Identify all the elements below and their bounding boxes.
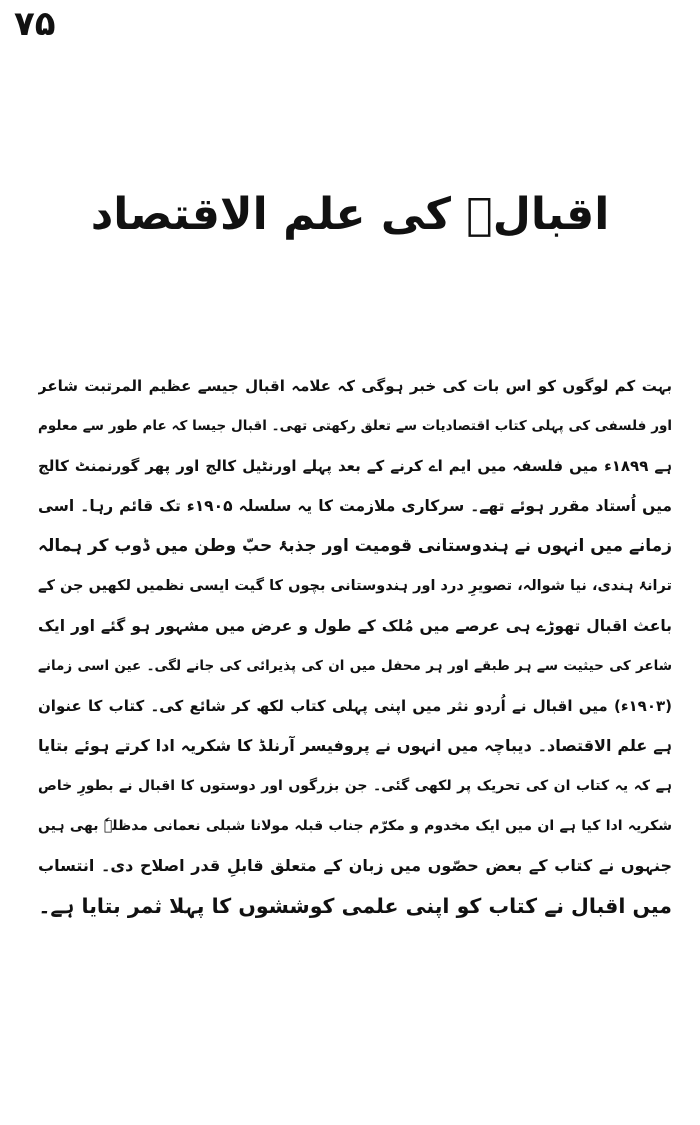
chapter-title: اقبالؒ کی علم الاقتصاد	[90, 189, 610, 240]
text-line: شاعر کی حیثیت سے ہر طبقے اور ہر محفل میں ان کی پذیرائی کی جانے لگی۔ عین اسی زمانے	[38, 658, 672, 674]
text-line: شکریہ ادا کیا ہے ان میں ایک مخدوم و مکرّم جناب قبلہ مولانا شبلی نعمانی مدظلہٗ بھی ہیں	[38, 818, 672, 834]
text-line: اور فلسفی کی پہلی کتاب اقتصادیات سے تعلق رکھتی تھی۔ اقبال جیسا کہ عام طور سے معلوم	[38, 418, 672, 434]
text-line: ہے ۱۸۹۹ء میں فلسفہ میں ایم اے کرنے کے بعد پہلے اورنٹیل کالج اور پھر گورنمنٹ کالج	[38, 457, 672, 475]
text-line: ترانۂ ہندی، نیا شوالہ، تصویرِ درد اور ہندوستانی بچوں کا گیت ایسی نظمیں لکھیں جن کے	[38, 578, 672, 594]
text-line: میں اُستاد مقرر ہوئے تھے۔ سرکاری ملازمت کا یہ سلسلہ ۱۹۰۵ء تک قائم رہا۔ اسی	[38, 497, 672, 515]
text-line: (۱۹۰۳ء) میں اقبال نے اُردو نثر میں اپنی پہلی کتاب لکھ کر شائع کی۔ کتاب کا عنوان	[38, 697, 672, 715]
text-line: ہے علم الاقتصاد۔ دیباچہ میں انہوں نے پروفیسر آرنلڈ کا شکریہ ادا کرتے ہوئے بتایا	[38, 736, 672, 755]
text-line: میں اقبال نے کتاب کو اپنی علمی کوششوں کا پہلا ثمر بتایا ہے۔	[38, 894, 672, 918]
text-line: جنہوں نے کتاب کے بعض حصّوں میں زبان کے متعلق قابلِ قدر اصلاح دی۔ انتساب	[38, 856, 672, 875]
text-line: بہت کم لوگوں کو اس بات کی خبر ہوگی کہ علامہ اقبال جیسے عظیم المرتبت شاعر	[38, 377, 672, 395]
text-line: باعث اقبال تھوڑے ہی عرصے میں مُلک کے طول و عرض میں مشہور ہو گئے اور ایک	[38, 617, 672, 635]
text-line: ہے کہ یہ کتاب ان کی تحریک پر لکھی گئی۔ جن بزرگوں اور دوستوں کا اقبال نے بطورِ خاص	[38, 778, 672, 794]
text-line: زمانے میں انہوں نے ہندوستانی قومیت اور جذبۂ حبّ وطن میں ڈوب کر ہمالہ	[38, 536, 672, 556]
page-number: ۷۵	[14, 4, 56, 44]
body-paragraph	[38, 366, 672, 926]
